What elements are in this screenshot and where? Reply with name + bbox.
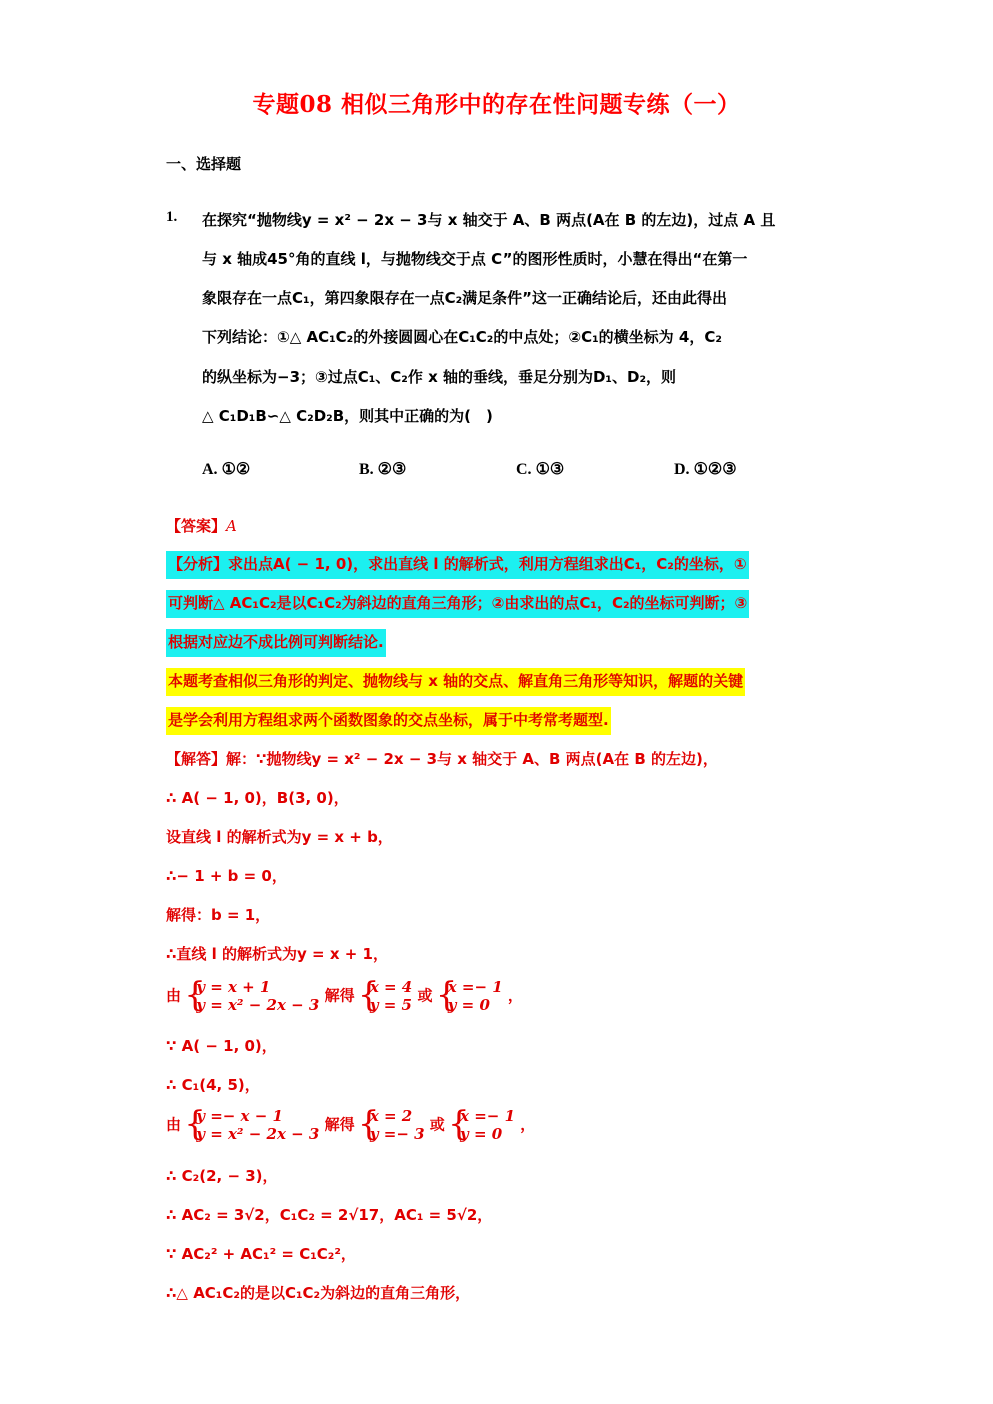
solution-line: ∴ C₂(2, − 3)， [166,1167,278,1185]
question-number: 1. [166,209,178,225]
solution-line: ∴ C₁(4, 5)， [166,1076,260,1094]
solution-line: ∴直线 l 的解析式为y = x + 1， [166,945,388,963]
solution-line: 【解答】解：∵抛物线y = x² − 2x − 3与 x 轴交于 A、B 两点(A在 B 的左边)， [166,750,718,768]
analysis-summary-line: 本题考查相似三角形的判定、抛物线与 x 轴的交点、解直角三角形等知识，解题的关键 [166,670,745,691]
option-a[interactable]: A. ①② [202,461,251,478]
answer-options [202,459,842,483]
equation-system-2: 由 { y =− x − 1 y = x² − 2x − 3 解得 { x = 2 y =− 3 或 { x =− 1 y = 0 ， [166,1107,535,1143]
system-solution-2: { x =− 1 y = 0 [438,978,503,1014]
analysis-summary-line: 是学会利用方程组求两个函数图象的交点坐标，属于中考常考题型. [166,709,611,730]
option-d[interactable]: D. ①②③ [674,461,737,478]
system-equations: { y =− x − 1 y = x² − 2x − 3 [186,1107,319,1143]
page-title: 专题08 相似三角形中的存在性问题专练（一） [252,91,741,118]
system-solution-2: { x =− 1 y = 0 [450,1107,515,1143]
question-line: 下列结论：①△ AC₁C₂的外接圆圆心在C₁C₂的中点处；②C₁的横坐标为 4，C₂ [202,328,722,346]
solution-line: 设直线 l 的解析式为y = x + b， [166,828,393,846]
answer-value: A [226,517,237,535]
solution-line: ∴△ AC₁C₂的是以C₁C₂为斜边的直角三角形， [166,1284,471,1302]
question-line: 的纵坐标为−3；③过点C₁、C₂作 x 轴的垂线，垂足分别为D₁、D₂，则 [202,368,677,386]
solution-line: ∴− 1 + b = 0， [166,867,287,885]
option-b[interactable]: B. ②③ [359,461,407,478]
question-line: △ C₁D₁B∽△ C₂D₂B，则其中正确的为( ) [202,407,493,425]
system-solution-1: { x = 4 y = 5 [360,978,412,1014]
analysis-line: 根据对应边不成比例可判断结论. [166,631,386,652]
answer-line [166,515,237,536]
solution-line: ∴ A( − 1, 0)，B(3, 0)， [166,789,349,807]
answer-tag: 【答案】 [166,517,227,535]
analysis-line: 【分析】求出点A( − 1, 0)，求出直线 l 的解析式，利用方程组求出C₁，C₂的坐标，① [166,553,749,574]
system-equations: { y = x + 1 y = x² − 2x − 3 [186,978,319,1014]
analysis-line: 可判断△ AC₁C₂是以C₁C₂为斜边的直角三角形；②由求出的点C₁，C₂的坐标可判断；③ [166,592,749,613]
system-solution-1: { x = 2 y =− 3 [360,1107,425,1143]
equation-system-1: 由 { y = x + 1 y = x² − 2x − 3 解得 { x = 4 y = 5 或 { x =− 1 y = 0 ， [166,978,523,1014]
option-c[interactable]: C. ①③ [516,461,565,478]
solution-line: ∵ A( − 1, 0)， [166,1037,277,1055]
solution-line: ∴ AC₂ = 3√2，C₁C₂ = 2√17，AC₁ = 5√2， [166,1206,493,1224]
section-heading: 一、选择题 [166,155,242,173]
question-line: 与 x 轴成45°角的直线 l，与抛物线交于点 C”的图形性质时，小慧在得出“在第一 [202,250,748,268]
question-line: 象限存在一点C₁，第四象限存在一点C₂满足条件”这一正确结论后，还由此得出 [202,289,728,307]
question-line: 在探究“抛物线y = x² − 2x − 3与 x 轴交于 A、B 两点(A在 B 的左边)，过点 A 且 [202,211,776,229]
solution-line: 解得：b = 1， [166,906,271,924]
solution-line: ∵ AC₂² + AC₁² = C₁C₂²， [166,1245,356,1263]
